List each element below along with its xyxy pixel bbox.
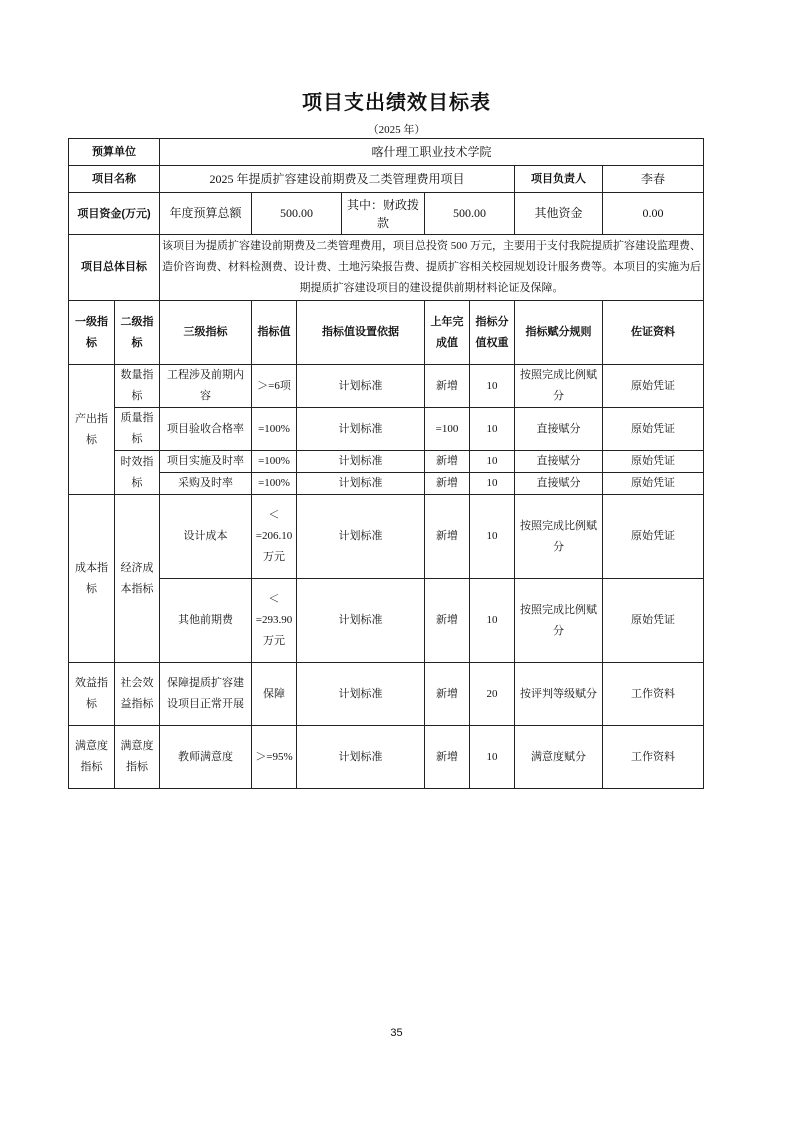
basis-cell: 计划标准 xyxy=(297,408,425,451)
rule-cell: 按照完成比例赋分 xyxy=(515,365,603,408)
table-row xyxy=(69,663,704,726)
col-header-value: 指标值 xyxy=(252,301,297,365)
row-budget-unit xyxy=(69,139,704,166)
prev-cell: 新增 xyxy=(425,365,470,408)
value-cell: =100% xyxy=(252,451,297,473)
label-fiscal: 其中：财政拨款 xyxy=(342,193,425,235)
rule-cell: 直接赋分 xyxy=(515,408,603,451)
basis-cell: 计划标准 xyxy=(297,726,425,789)
prev-cell: 新增 xyxy=(425,495,470,579)
value-cell: ＞=95% xyxy=(252,726,297,789)
value-overall-goal: 该项目为提质扩容建设前期费及二类管理费用，项目总投资 500 万元，主要用于支付我院提质扩容建设监理费、造价咨询费、材料检测费、设计费、土地污染报告费、提质扩容相关校园规划设计服务费等。本项目的实施为后期提质扩容建设项目的建设提供前期材料论证及保障。 xyxy=(160,235,704,301)
evidence-cell: 原始凭证 xyxy=(603,473,704,495)
weight-cell: 10 xyxy=(470,495,515,579)
level2-economic-cost: 经济成本指标 xyxy=(115,495,160,663)
col-header-level1: 一级指标 xyxy=(69,301,115,365)
prev-cell: 新增 xyxy=(425,663,470,726)
col-header-level3: 三级指标 xyxy=(160,301,252,365)
rule-cell: 按照完成比例赋分 xyxy=(515,579,603,663)
prev-cell: 新增 xyxy=(425,451,470,473)
level3-cell: 教师满意度 xyxy=(160,726,252,789)
table-row xyxy=(69,408,704,451)
weight-cell: 10 xyxy=(470,473,515,495)
table-row xyxy=(69,495,704,579)
value-other-funds: 0.00 xyxy=(603,193,704,235)
value-cell: =100% xyxy=(252,473,297,495)
label-project-name: 项目名称 xyxy=(69,166,160,193)
level3-cell: 设计成本 xyxy=(160,495,252,579)
page-number: 35 xyxy=(390,1027,403,1039)
col-header-rule: 指标赋分规则 xyxy=(515,301,603,365)
col-header-level2: 二级指标 xyxy=(115,301,160,365)
evidence-cell: 原始凭证 xyxy=(603,451,704,473)
weight-cell: 10 xyxy=(470,579,515,663)
rule-cell: 直接赋分 xyxy=(515,451,603,473)
level3-cell: 工程涉及前期内容 xyxy=(160,365,252,408)
rule-cell: 满意度赋分 xyxy=(515,726,603,789)
evidence-cell: 工作资料 xyxy=(603,726,704,789)
evidence-cell: 工作资料 xyxy=(603,663,704,726)
weight-cell: 10 xyxy=(470,365,515,408)
prev-cell: =100 xyxy=(425,408,470,451)
basis-cell: 计划标准 xyxy=(297,579,425,663)
prev-cell: 新增 xyxy=(425,473,470,495)
weight-cell: 10 xyxy=(470,408,515,451)
evidence-cell: 原始凭证 xyxy=(603,579,704,663)
value-budget-unit: 喀什理工职业技术学院 xyxy=(160,139,704,166)
weight-cell: 20 xyxy=(470,663,515,726)
col-header-evidence: 佐证资料 xyxy=(603,301,704,365)
level3-cell: 采购及时率 xyxy=(160,473,252,495)
label-annual-budget: 年度预算总额 xyxy=(160,193,252,235)
level3-cell: 保障提质扩容建设项目正常开展 xyxy=(160,663,252,726)
rule-cell: 按照完成比例赋分 xyxy=(515,495,603,579)
table-row xyxy=(69,365,704,408)
label-project-funds: 项目资金(万元) xyxy=(69,193,160,235)
value-cell: ＞=6项 xyxy=(252,365,297,408)
value-annual-budget: 500.00 xyxy=(252,193,342,235)
label-overall-goal: 项目总体目标 xyxy=(69,235,160,301)
value-cell: ＜=206.10万元 xyxy=(252,495,297,579)
table-row xyxy=(69,473,704,495)
level2-satisfaction: 满意度指标 xyxy=(115,726,160,789)
level3-cell: 项目验收合格率 xyxy=(160,408,252,451)
year-label: （2025 年） xyxy=(367,124,426,136)
basis-cell: 计划标准 xyxy=(297,495,425,579)
col-header-prev: 上年完成值 xyxy=(425,301,470,365)
evidence-cell: 原始凭证 xyxy=(603,408,704,451)
basis-cell: 计划标准 xyxy=(297,365,425,408)
row-overall-goal xyxy=(69,235,704,301)
value-project-name: 2025 年提质扩容建设前期费及二类管理费用项目 xyxy=(160,166,515,193)
basis-cell: 计划标准 xyxy=(297,451,425,473)
value-cell: ＜=293.90万元 xyxy=(252,579,297,663)
table-row xyxy=(69,726,704,789)
page-title: 项目支出绩效目标表 xyxy=(302,92,491,114)
level3-cell: 项目实施及时率 xyxy=(160,451,252,473)
level1-benefit: 效益指标 xyxy=(69,663,115,726)
table-header-row xyxy=(69,301,704,365)
basis-cell: 计划标准 xyxy=(297,663,425,726)
value-cell: =100% xyxy=(252,408,297,451)
level1-satisfaction: 满意度指标 xyxy=(69,726,115,789)
performance-table xyxy=(68,138,704,789)
level1-cost: 成本指标 xyxy=(69,495,115,663)
level3-cell: 其他前期费 xyxy=(160,579,252,663)
table-row xyxy=(69,579,704,663)
row-project-funds xyxy=(69,193,704,235)
col-header-weight: 指标分值权重 xyxy=(470,301,515,365)
evidence-cell: 原始凭证 xyxy=(603,365,704,408)
rule-cell: 直接赋分 xyxy=(515,473,603,495)
row-project-name xyxy=(69,166,704,193)
label-other-funds: 其他资金 xyxy=(515,193,603,235)
level2-quantity: 数量指标 xyxy=(115,365,160,408)
value-fiscal: 500.00 xyxy=(425,193,515,235)
table-row xyxy=(69,451,704,473)
basis-cell: 计划标准 xyxy=(297,473,425,495)
weight-cell: 10 xyxy=(470,451,515,473)
label-budget-unit: 预算单位 xyxy=(69,139,160,166)
level2-quality: 质量指标 xyxy=(115,408,160,451)
evidence-cell: 原始凭证 xyxy=(603,495,704,579)
level2-social-benefit: 社会效益指标 xyxy=(115,663,160,726)
level1-output: 产出指标 xyxy=(69,365,115,495)
value-project-owner: 李春 xyxy=(603,166,704,193)
level2-timeliness: 时效指标 xyxy=(115,451,160,495)
value-cell: 保障 xyxy=(252,663,297,726)
label-project-owner: 项目负责人 xyxy=(515,166,603,193)
col-header-basis: 指标值设置依据 xyxy=(297,301,425,365)
prev-cell: 新增 xyxy=(425,726,470,789)
prev-cell: 新增 xyxy=(425,579,470,663)
weight-cell: 10 xyxy=(470,726,515,789)
rule-cell: 按评判等级赋分 xyxy=(515,663,603,726)
